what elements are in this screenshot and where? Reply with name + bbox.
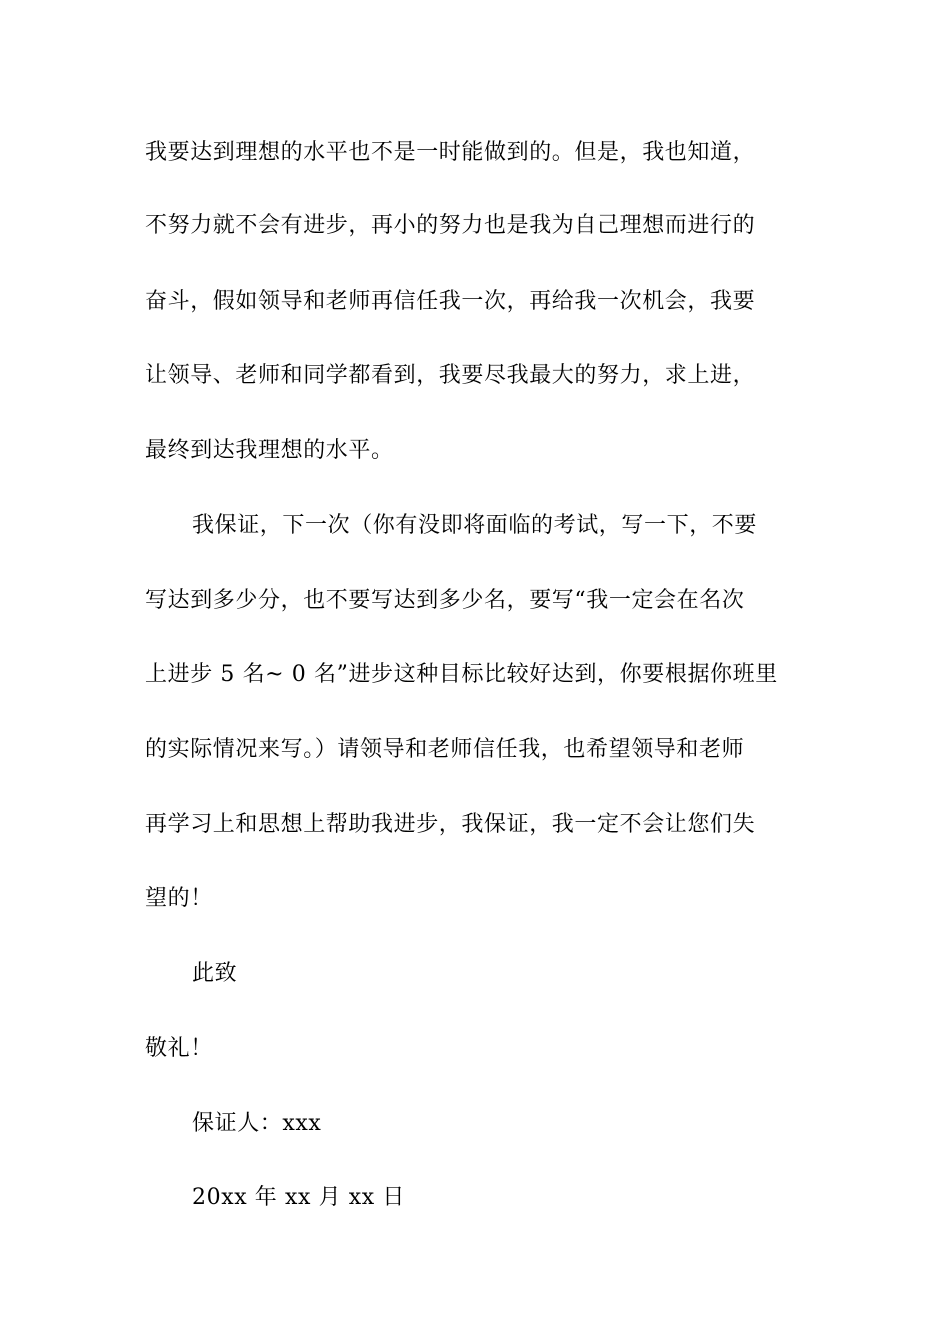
date-line: 20xx 年 xx 月 xx 日 — [192, 1185, 406, 1210]
closing-line: 此致 — [192, 961, 238, 986]
body-line-3: 奋斗，假如领导和老师再信任我一次，再给我一次机会，我要 — [145, 289, 756, 314]
body-line-7: 写达到多少分，也不要写达到多少名，要写“我一定会在名次 — [145, 588, 745, 613]
body-line-11: 望的！ — [145, 886, 213, 911]
body-line-10: 再学习上和思想上帮助我进步，我保证，我一定不会让您们失 — [145, 812, 756, 837]
body-line-8: 上进步 5 名~ 0 名”进步这种目标比较好达到，你要根据你班里 — [145, 662, 778, 687]
salute-line: 敬礼！ — [145, 1036, 213, 1061]
body-line-9: 的实际情况来写。）请领导和老师信任我，也希望领导和老师 — [145, 737, 745, 762]
signer-line: 保证人：xxx — [192, 1111, 322, 1136]
body-line-2: 不努力就不会有进步，再小的努力也是我为自己理想而进行的 — [145, 213, 756, 238]
body-line-4: 让领导、老师和同学都看到，我要尽我最大的努力，求上进， — [145, 363, 756, 388]
body-line-5: 最终到达我理想的水平。 — [145, 438, 394, 463]
body-line-1: 我要达到理想的水平也不是一时能做到的。但是，我也知道， — [145, 140, 756, 165]
body-line-6: 我保证，下一次（你有没即将面临的考试，写一下，不要 — [192, 513, 758, 538]
